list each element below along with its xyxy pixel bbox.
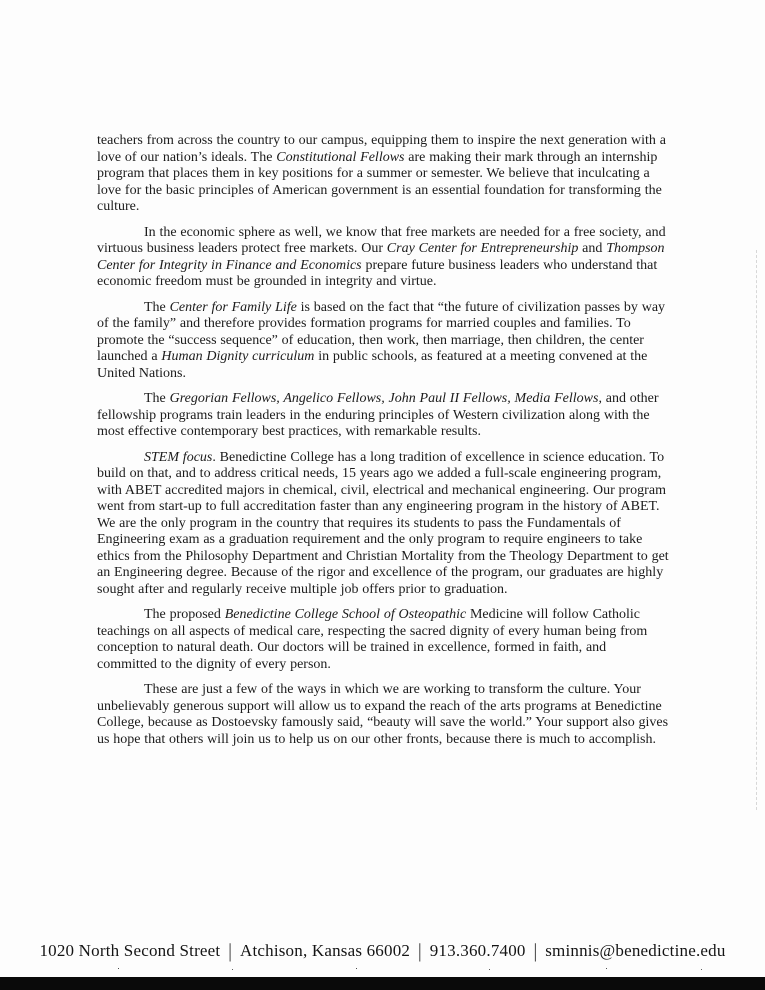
italic-text-segment: STEM focus <box>144 449 213 465</box>
footer-separator: | <box>533 939 538 962</box>
italic-text-segment: Constitutional Fellows <box>276 149 405 165</box>
text-segment: and <box>578 241 607 256</box>
footer-separator: | <box>228 939 232 962</box>
scan-bottom-bar <box>0 977 765 990</box>
paragraph <box>97 391 669 441</box>
scan-noise-specks <box>0 968 1 969</box>
footer-phone: 913.360.7400 <box>429 941 526 960</box>
italic-text-segment: Benedictine College School of Osteopathic <box>224 607 467 622</box>
text-segment: in public schools, as featured at a meeting convened at the United Nations. <box>97 349 648 381</box>
footer-street-address: 1020 North Second Street <box>39 941 221 960</box>
text-segment: The proposed <box>144 607 225 622</box>
paragraph <box>97 607 669 673</box>
letter-body <box>97 133 669 757</box>
footer-city-state-zip: Atchison, Kansas 66002 <box>239 941 411 960</box>
scan-edge-artifact <box>756 250 757 810</box>
footer-email: sminnis@benedictine.edu <box>545 941 726 960</box>
text-segment: are making their mark through an internship program that places them in key positions for a summer or semester. We believe that inculcating a love for the basic principles of American government is an essential foundation for transforming the culture. <box>97 149 662 214</box>
text-segment: is based on the fact that “the future of civilization passes by way of the family” and therefore provides formation programs for married couples and families. To promote the “success sequence” of education, then work, then marriage, then children, the center launched a <box>97 299 666 364</box>
paragraph <box>97 300 669 383</box>
text-segment: The <box>144 299 170 315</box>
text-segment: Medicine will follow Catholic teachings on all aspects of medical care, respecting the sacred dignity of every human being from conception to natural death. Our doctors will be trained in excellence, formed in faith, and committed to the dignity of every person. <box>97 607 648 672</box>
text-segment: , and other fellowship programs train leaders in the enduring principles of Western civilization along with the most effective contemporary best practices, with remarkable results. <box>97 391 659 439</box>
paragraph <box>97 450 669 599</box>
italic-text-segment: Human Dignity curriculum <box>161 349 315 364</box>
footer-contact-line <box>0 941 765 961</box>
text-segment: . Benedictine College has a long tradition of excellence in science education. To build on that, and to address critical needs, 15 years ago we added a full-scale engineering program, with ABET accredited majors in chemical, civil, electrical and mechanical engineering. Our program went from start-up to full accreditation faster than any engineering program in the history of ABET. We are the only program in the country that requires its students to pass the Fundamentals of Engineering exam as a graduation requirement and the only program to require engineers to take ethics from the Philosophy Department and Christian Mortality from the Theology Department to get an Engineering degree. Because of the rigor and excellence of the program, our graduates are highly sought after and regularly receive multiple job offers prior to graduation. <box>97 449 669 597</box>
text-segment: In the economic sphere as well, we know that free markets are needed for a free society, and virtuous business leaders protect free markets. Our <box>97 224 666 256</box>
paragraph <box>97 225 669 291</box>
footer-separator: | <box>418 939 422 962</box>
italic-text-segment: Thompson Center for Integrity in Finance and Economics <box>97 241 665 273</box>
text-segment: The <box>144 391 170 406</box>
italic-text-segment: Cray Center for Entrepreneurship <box>386 241 579 256</box>
italic-text-segment: Center for Family Life <box>169 299 297 315</box>
text-segment: prepare future business leaders who understand that economic freedom must be grounded in integrity and virtue. <box>97 257 658 289</box>
paragraph <box>97 682 669 748</box>
paragraph <box>97 133 669 216</box>
text-segment: teachers from across the country to our campus, equipping them to inspire the next generation with a love of our nation’s ideals. The <box>97 133 666 165</box>
text-segment: These are just a few of the ways in which we are working to transform the culture. Your unbelievably generous support will allow us to expand the reach of the arts programs at Benedictine College, because as Dostoevsky famously said, “beauty will save the world.” Your support also gives us hope that others will join us to help us on our other fronts, because there is much to accomplish. <box>97 682 669 747</box>
italic-text-segment: Gregorian Fellows, Angelico Fellows, John Paul II Fellows, Media Fellows <box>169 391 599 406</box>
